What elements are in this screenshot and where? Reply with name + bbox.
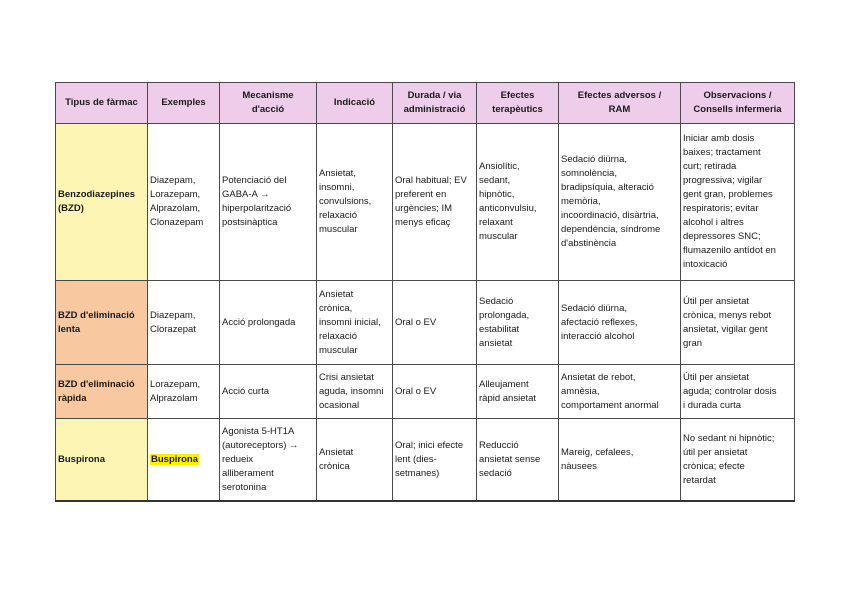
indication-cell: Crisi ansietat aguda, insomni ocasional <box>317 365 393 419</box>
observations-cell: Útil per ansietat aguda; controlar dosis i durada curta <box>681 365 795 419</box>
therapeutic-cell: Ansiolític, sedant, hipnòtic, anticonvulsiu, relaxant muscular <box>477 124 559 281</box>
mechanism-cell: Acció curta <box>220 365 317 419</box>
header-mechanism: Mecanisme d'acció <box>220 83 317 124</box>
indication-cell: Ansietat crònica <box>317 419 393 502</box>
adverse-cell: Sedació diürna, somnolència, bradipsíquia, alteració memòria, incoordinació, disàrtria, dependència, síndrome d'abstinència <box>559 124 681 281</box>
examples-cell <box>148 419 220 502</box>
header-examples: Exemples <box>148 83 220 124</box>
observations-cell: No sedant ni hipnòtic; útil per ansietat crònica; efecte retardat <box>681 419 795 502</box>
header-adverse: Efectes adversos / RAM <box>559 83 681 124</box>
table-row <box>56 124 795 281</box>
duration-cell: Oral o EV <box>393 365 477 419</box>
header-therapeutic: Efectes terapèutics <box>477 83 559 124</box>
observations-cell: Útil per ansietat crònica, menys rebot ansietat, vigilar gent gran <box>681 281 795 365</box>
header-observations: Observacions / Consells infermeria <box>681 83 795 124</box>
mechanism-cell: Acció prolongada <box>220 281 317 365</box>
highlighted-example: Buspirona <box>151 453 198 465</box>
examples-cell: Diazepam, Lorazepam, Alprazolam, Clonazepam <box>148 124 220 281</box>
pharmacology-table <box>55 82 795 502</box>
table-row <box>56 281 795 365</box>
therapeutic-cell: Alleujament ràpid ansietat <box>477 365 559 419</box>
header-drug-type: Tipus de fàrmac <box>56 83 148 124</box>
table-row <box>56 419 795 502</box>
adverse-cell: Ansietat de rebot, amnèsia, comportament anormal <box>559 365 681 419</box>
drug-type-cell: Benzodiazepines (BZD) <box>56 124 148 281</box>
header-row <box>56 83 795 124</box>
drug-type-cell: BZD d'eliminació lenta <box>56 281 148 365</box>
observations-cell: Iniciar amb dosis baixes; tractament curt; retirada progressiva; vigilar gent gran, problemes respiratoris; evitar alcohol i altres depressores SNC; flumazenilo antídot en intoxicació <box>681 124 795 281</box>
header-indication: Indicació <box>317 83 393 124</box>
drug-type-cell: Buspirona <box>56 419 148 502</box>
therapeutic-cell: Reducció ansietat sense sedació <box>477 419 559 502</box>
duration-cell: Oral; inici efecte lent (dies- setmanes) <box>393 419 477 502</box>
header-duration: Durada / via administració <box>393 83 477 124</box>
mechanism-cell: Potenciació del GABA-A → hiperpolarització postsinàptica <box>220 124 317 281</box>
drug-type-cell: BZD d'eliminació ràpida <box>56 365 148 419</box>
indication-cell: Ansietat crònica, insomni inicial, relaxació muscular <box>317 281 393 365</box>
table-row <box>56 365 795 419</box>
therapeutic-cell: Sedació prolongada, estabilitat ansietat <box>477 281 559 365</box>
duration-cell: Oral habitual; EV preferent en urgències; IM menys eficaç <box>393 124 477 281</box>
examples-cell: Diazepam, Clorazepat <box>148 281 220 365</box>
indication-cell: Ansietat, insomni, convulsions, relaxació muscular <box>317 124 393 281</box>
examples-cell: Lorazepam, Alprazolam <box>148 365 220 419</box>
adverse-cell: Sedació diürna, afectació reflexes, interacció alcohol <box>559 281 681 365</box>
adverse-cell: Mareig, cefalees, nàusees <box>559 419 681 502</box>
duration-cell: Oral o EV <box>393 281 477 365</box>
mechanism-cell: Agonista 5-HT1A (autoreceptors) → redueix alliberament serotonina <box>220 419 317 502</box>
